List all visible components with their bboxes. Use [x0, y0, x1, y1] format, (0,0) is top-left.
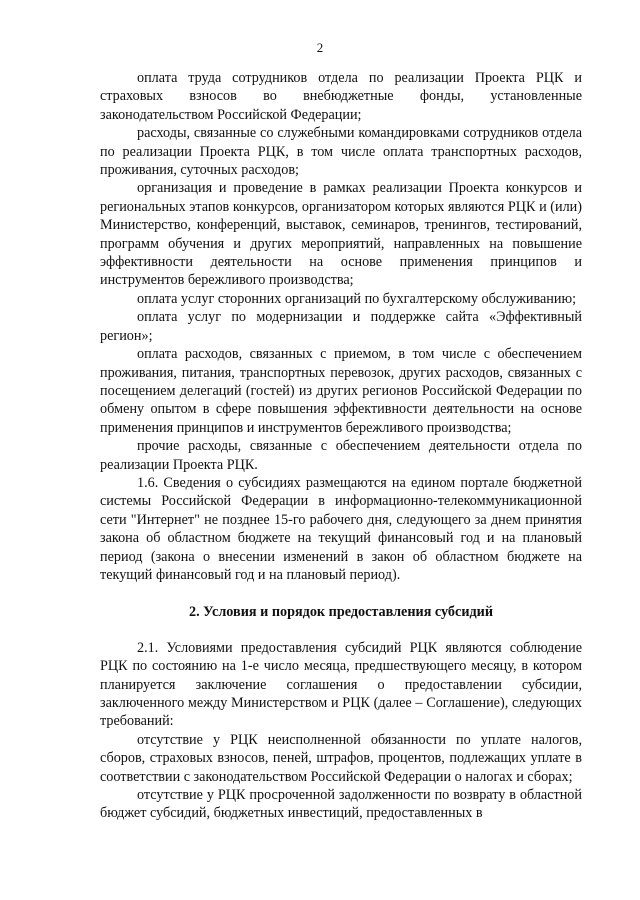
paragraph-1-6: 1.6. Сведения о субсидиях размещаются на едином портале бюджетной системы Российской Федерации в информационно-телекоммуникационной сети "Интернет" не позднее 15-го рабочего дня, следующего за днем принятия закона об областном бюджете на текущий финансовый год и на плановый период (закона о внесении изменений в закон об областном бюджете на текущий финансовый год и на плановый период). [100, 474, 582, 583]
paragraph-business-trips: расходы, связанные со служебными командировками сотрудников отдела по реализации Проекта РЦК, в том числе оплата транспортных расходов, проживания, суточных расходов; [100, 125, 582, 179]
paragraph-no-overdue-debt: отсутствие у РЦК просроченной задолженности по возврату в областной бюджет субсидий, бюджетных инвестиций, предоставленных в [100, 787, 582, 822]
paragraph-accounting-services: оплата услуг сторонних организаций по бухгалтерскому обслуживанию; [137, 290, 577, 307]
paragraph-no-tax-debt: отсутствие у РЦК неисполненной обязанности по уплате налогов, сборов, страховых взносов, пеней, штрафов, процентов, подлежащих уплате в соответствии с законодательством Российской Федерации о налогах и сборах; [100, 731, 582, 785]
paragraph-other-expenses: прочие расходы, связанные с обеспечением деятельности отдела по реализации Проекта РЦК. [100, 438, 582, 473]
document-body [100, 69, 582, 823]
paragraph-delegations: оплата расходов, связанных с приемом, в том числе с обеспечением проживания, питания, транспортных перевозок, других расходов, связанных с посещением делегаций (гостей) из других регионов Российской Федерации по обмену опытом в сфере повышения эффективности деятельности на основе применения принципов и инструментов бережливого производства; [100, 346, 582, 436]
paragraph-website: оплата услуг по модернизации и поддержке сайта «Эффективный регион»; [100, 309, 582, 344]
page-number: 2 [316, 40, 324, 55]
paragraph-events: организация и проведение в рамках реализации Проекта конкурсов и региональных этапов конкурсов, организатором которых являются РЦК и (или) Министерство, конференций, выставок, семинаров, тренингов, тестирований, программ обучения и других мероприятий, направленных на повышение эффективности деятельности на основе применения принципов и инструментов бережливого производства; [100, 180, 582, 289]
paragraph-2-1: 2.1. Условиями предоставления субсидий РЦК являются соблюдение РЦК по состоянию на 1-е число месяца, предшествующего месяцу, в котором планируется заключение соглашения о предоставлении субсидии, заключенного между Министерством и РЦК (далее – Соглашение), следующих требований: [100, 639, 582, 730]
section-heading: 2. Условия и порядок предоставления субсидий [188, 604, 494, 621]
paragraph-salary: оплата труда сотрудников отдела по реализации Проекта РЦК и страховых взносов во внебюджетные фонды, установленные законодательством Российской Федерации; [100, 70, 582, 123]
